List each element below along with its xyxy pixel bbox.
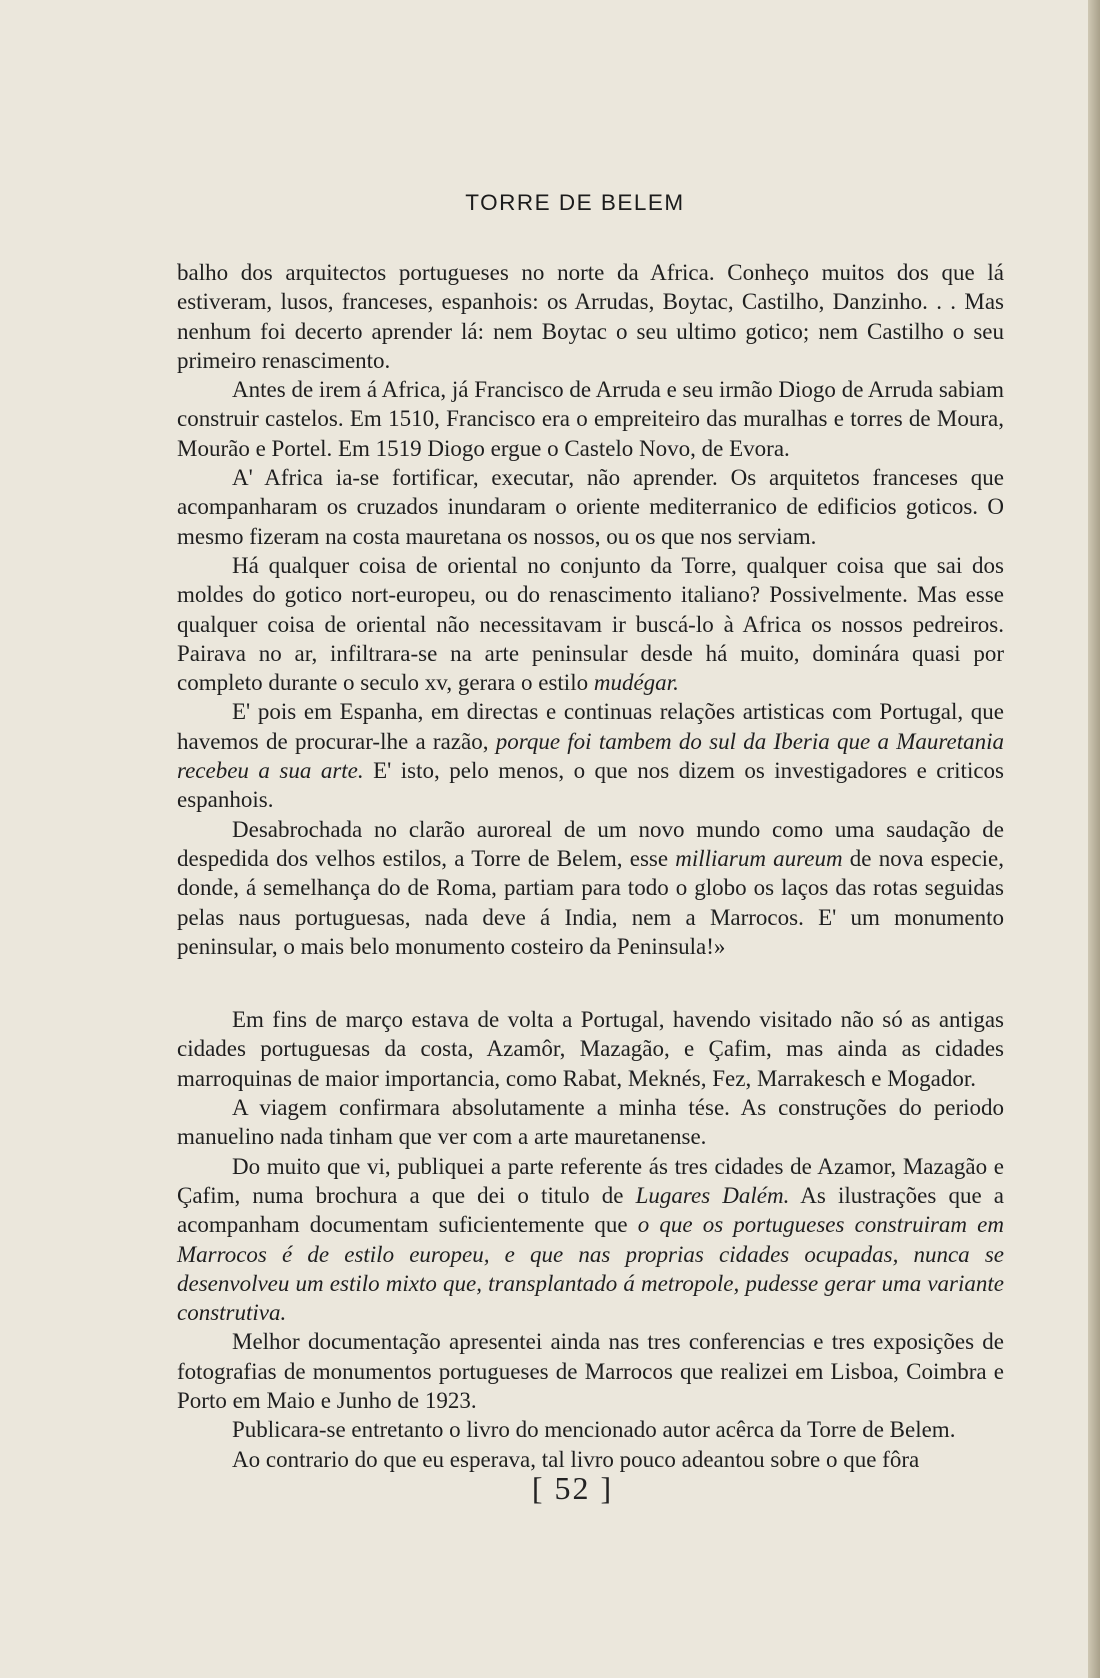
- text-run: E' pois em Espanha, em directas e continuas relações artisticas com Portugal, que havemos de procurar-lhe a razão,: [177, 699, 1004, 754]
- text-run: de nova especie, donde, á semelhança do de Roma, partiam para todo o globo os laços das rotas seguidas pelas naus portuguesas, nada deve á India, nem a Marrocos. E' um monumento peninsular, o mais belo monumento costeiro da Peninsula!»: [177, 845, 1005, 959]
- section-gap: [177, 961, 1004, 1005]
- paragraph: [177, 1005, 1004, 1093]
- text-run: Publicara-se entretanto o livro do mencionado autor acêrca da Torre de Belem.: [232, 1417, 956, 1443]
- page-number: [ 52 ]: [531, 1470, 614, 1506]
- page-edge: [1088, 0, 1100, 1678]
- paragraph: [177, 697, 1004, 814]
- paragraph: [177, 1415, 1004, 1444]
- italic-text: porque foi tambem do sul da Iberia que a Mauretania recebeu a sua arte.: [177, 728, 1004, 784]
- paragraph: [177, 551, 1004, 697]
- running-head: TORRE DE BELEM: [465, 190, 685, 215]
- text-run: Em fins de março estava de volta a Portugal, havendo visitado não só as antigas cidades portuguesas da costa, Azamôr, Mazagão, e Çafim, mas ainda as cidades marroquinas de maior importancia, como Rabat, Meknés, Fez, Marrakesch e Mogador.: [177, 1007, 1004, 1091]
- text-run: A' Africa ia-se fortificar, executar, não aprender. Os arquitetos franceses que acompanharam os cruzados inundaram o oriente mediterranico de edificios goticos. O mesmo fizeram na costa mauretana os nossos, ou os que nos serviam.: [177, 465, 1004, 549]
- italic-text: milliarum aureum: [675, 845, 843, 871]
- paragraph: [177, 1093, 1004, 1152]
- italic-text: mudégar.: [593, 670, 679, 696]
- italic-text: o que os portugueses construiram em Marrocos é de estilo europeu, e que nas proprias cidades ocupadas, nunca se desenvolveu um estilo mixto que, transplantado á metropole, pudesse gerar uma variante construtiva.: [177, 1212, 1004, 1326]
- italic-text: Lugares Dalém.: [635, 1182, 790, 1208]
- text-run: balho dos arquitectos portugueses no norte da Africa. Conheço muitos dos que lá estiveram, lusos, franceses, espanhois: os Arrudas, Boytac, Castilho, Danzinho. . . Mas nenhum foi decerto aprender lá: nem Boytac o seu ultimo gotico; nem Castilho o seu primeiro renascimento.: [177, 260, 1004, 373]
- text-run: Há qualquer coisa de oriental no conjunto da Torre, qualquer coisa que sai dos moldes do gotico nort-europeu, ou do renascimento italiano? Possivelmente. Mas esse qualquer coisa de oriental não necessitavam ir buscá-lo à Africa os nossos pedreiros. Pairava no ar, infiltrara-se na arte peninsular desde há muito, dominára quasi por completo durante o seculo xv, gerara o estilo: [177, 552, 1004, 696]
- text-run: Melhor documentação apresentei ainda nas tres conferencias e tres exposições de fotografias de monumentos portugueses de Marrocos que realizei em Lisboa, Coimbra e Porto em Maio e Junho de 1923.: [177, 1329, 1004, 1413]
- paragraph: [177, 463, 1004, 551]
- paragraph: [177, 815, 1004, 961]
- text-run: Antes de irem á Africa, já Francisco de Arruda e seu irmão Diogo de Arruda sabiam construir castelos. Em 1510, Francisco era o empreiteiro das muralhas e torres de Moura, Mourão e Portel. Em 1519 Diogo ergue o Castelo Novo, de Evora.: [177, 377, 1004, 461]
- text-run: As ilustrações que a acompanham documentam suficientemente que: [177, 1182, 1004, 1238]
- text-run: Ao contrario do que eu esperava, tal livro pouco adeantou sobre o que fôra: [232, 1446, 920, 1472]
- paragraph: [177, 375, 1004, 463]
- text-run: Desabrochada no clarão auroreal de um novo mundo como uma saudação de despedida dos velhos estilos, a Torre de Belem, esse: [177, 816, 1004, 871]
- text-run: E' isto, pelo menos, o que nos dizem os investigadores e criticos espanhois.: [177, 758, 1004, 813]
- text-run: Do muito que vi, publiquei a parte referente ás tres cidades de Azamor, Mazagão e Çafim, numa brochura a que dei o titulo de: [177, 1153, 1004, 1208]
- paragraph: [177, 1152, 1004, 1328]
- paragraph: [177, 258, 1004, 375]
- body-text: [177, 258, 1004, 1474]
- text-run: A viagem confirmara absolutamente a minha tése. As construções do periodo manuelino nada tinham que ver com a arte mauretanense.: [177, 1095, 1004, 1150]
- paragraph: [177, 1327, 1004, 1415]
